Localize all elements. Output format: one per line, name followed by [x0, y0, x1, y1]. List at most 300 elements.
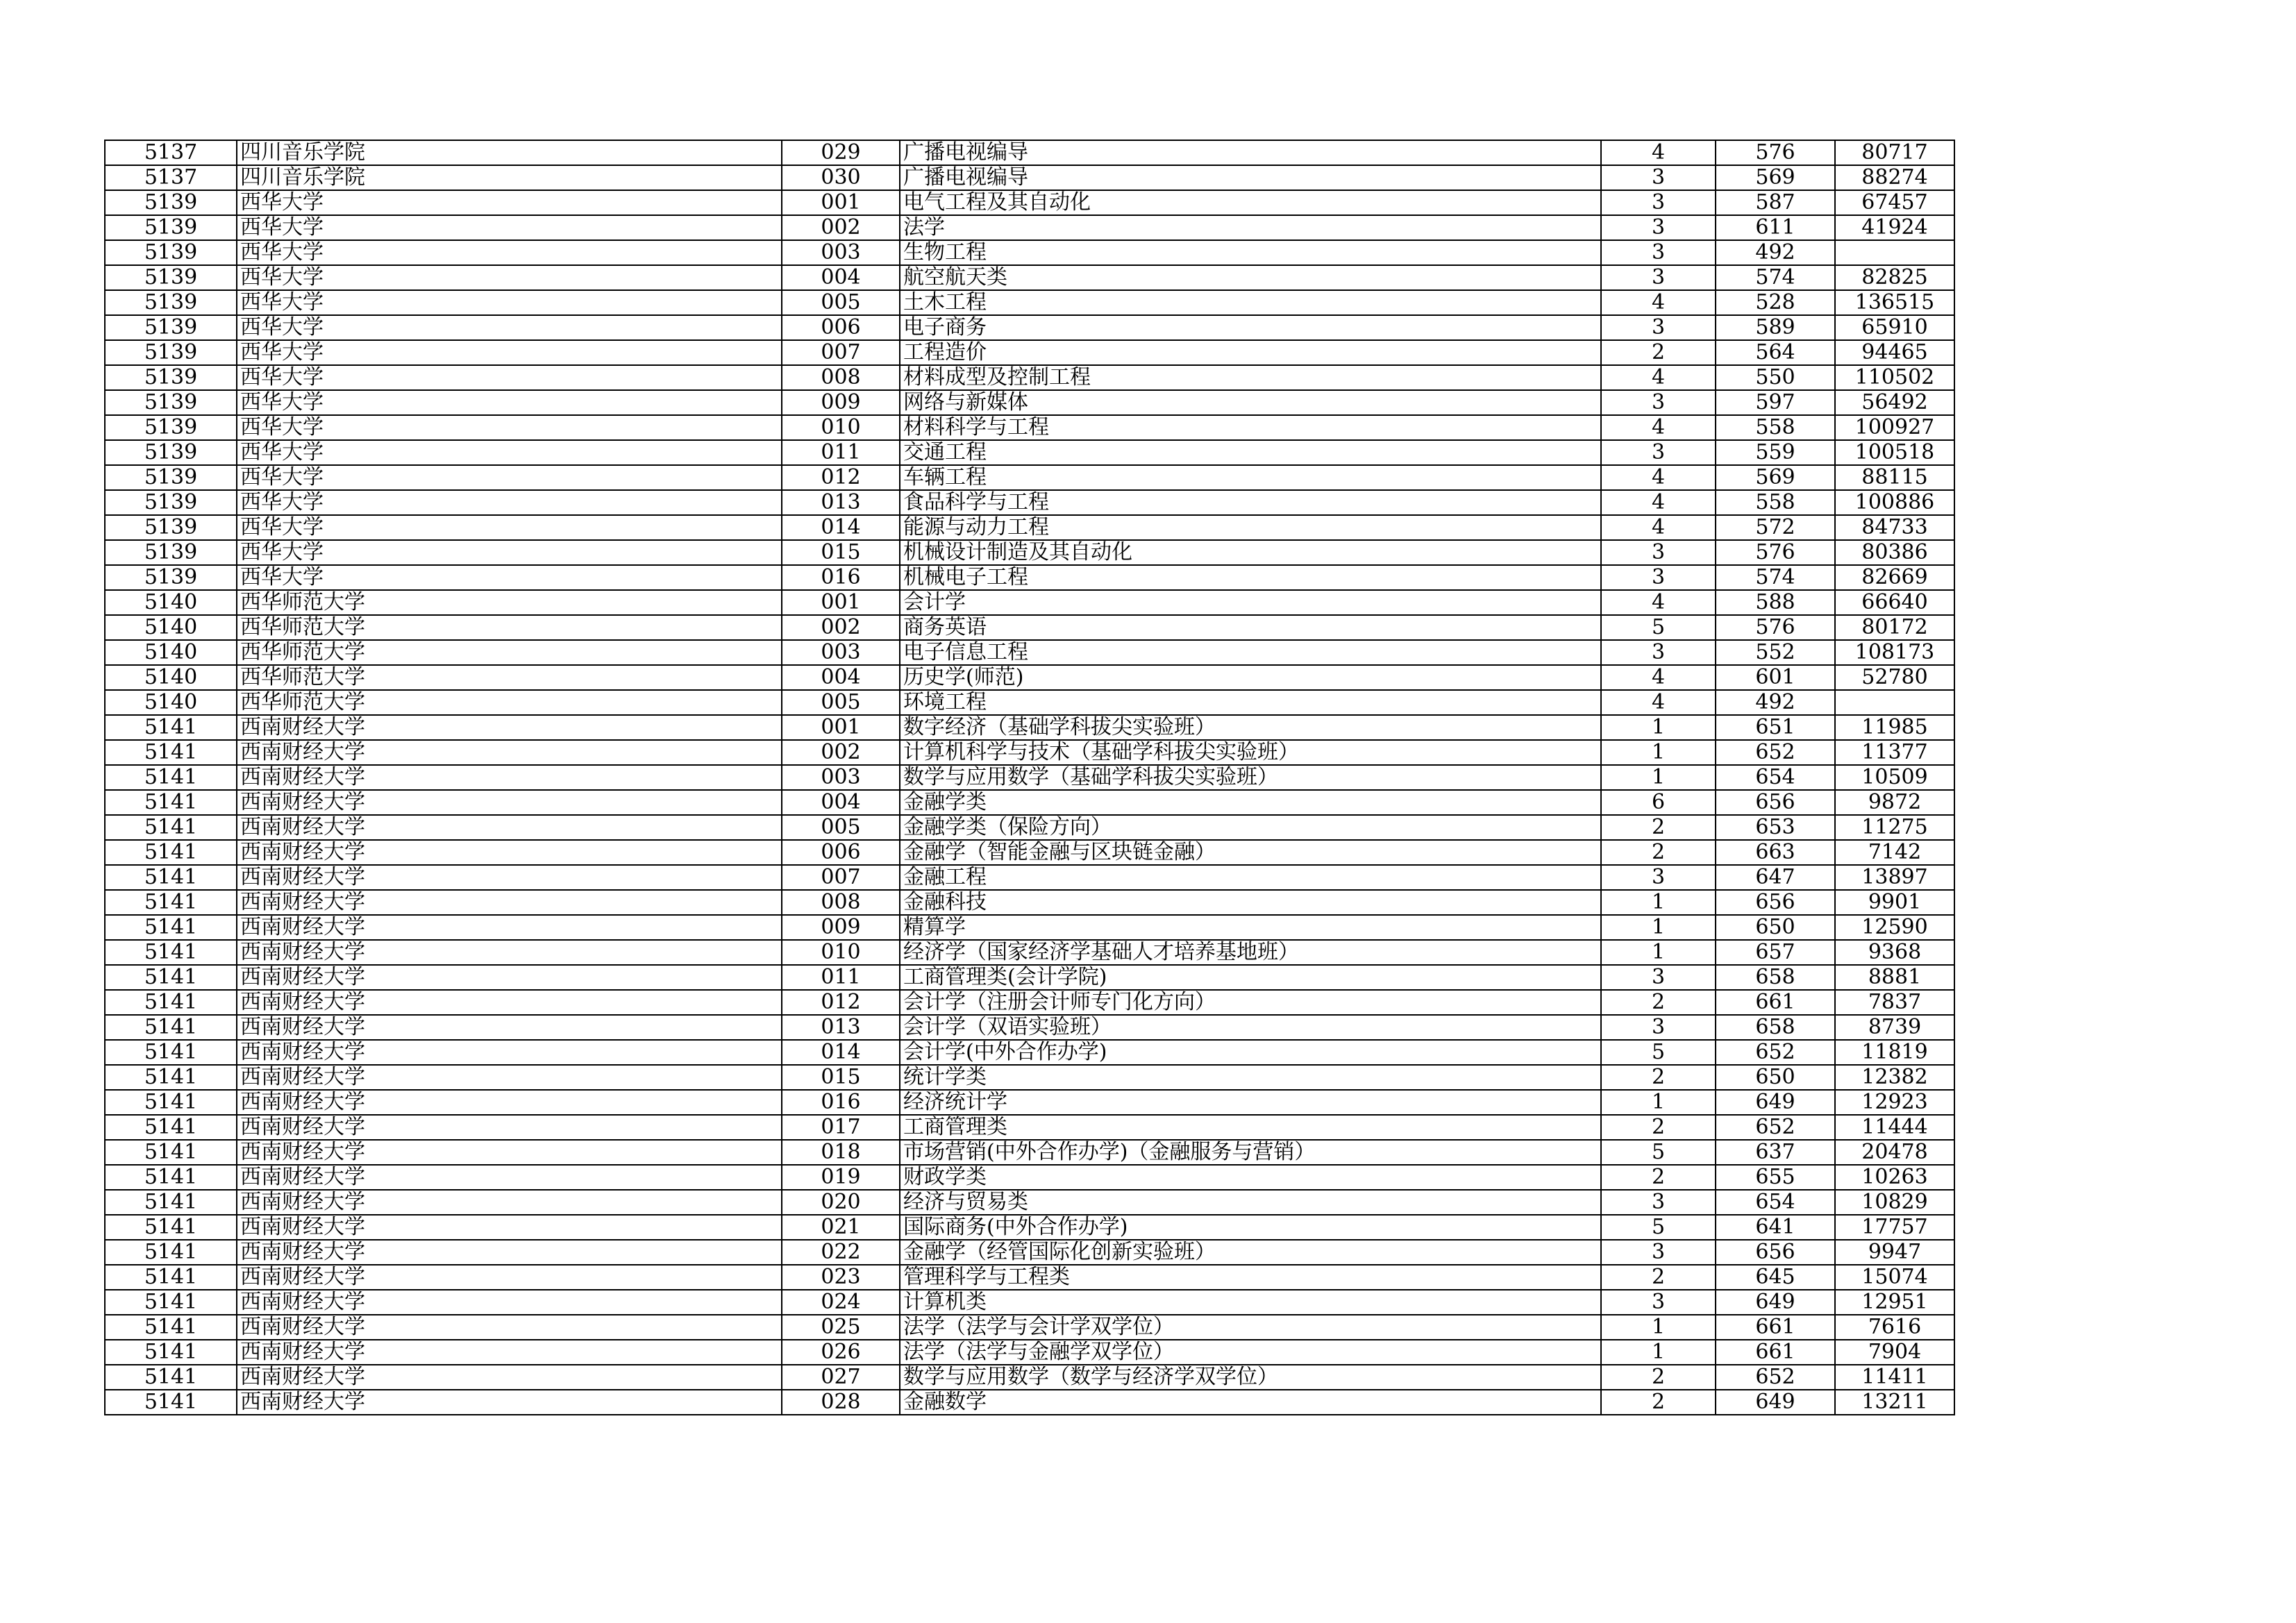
min-rank-cell: 11275	[1835, 815, 1954, 840]
admission-table-sheet	[104, 140, 1955, 1415]
major-code-cell: 009	[782, 390, 900, 415]
plan-count-cell: 2	[1601, 1265, 1716, 1290]
min-score-cell: 564	[1716, 340, 1835, 365]
min-rank-cell: 80717	[1835, 140, 1954, 165]
table-row	[105, 915, 1954, 940]
min-rank-cell: 20478	[1835, 1140, 1954, 1165]
min-score-cell: 657	[1716, 940, 1835, 965]
major-code-cell: 020	[782, 1190, 900, 1215]
table-row	[105, 640, 1954, 665]
min-score-cell: 649	[1716, 1090, 1835, 1115]
school-name-cell: 西华师范大学	[237, 590, 782, 615]
plan-count-cell: 1	[1601, 915, 1716, 940]
min-rank-cell: 7616	[1835, 1315, 1954, 1340]
table-row	[105, 1340, 1954, 1365]
school-name-cell: 西南财经大学	[237, 1390, 782, 1415]
min-rank-cell: 9872	[1835, 790, 1954, 815]
table-row	[105, 865, 1954, 890]
min-score-cell: 528	[1716, 290, 1835, 315]
min-rank-cell: 13897	[1835, 865, 1954, 890]
table-row	[105, 665, 1954, 690]
school-code-cell: 5139	[105, 290, 237, 315]
school-name-cell: 西华大学	[237, 540, 782, 565]
major-name-cell: 工商管理类(会计学院)	[900, 965, 1601, 990]
min-rank-cell: 9901	[1835, 890, 1954, 915]
school-code-cell: 5140	[105, 590, 237, 615]
major-name-cell: 工程造价	[900, 340, 1601, 365]
table-row	[105, 540, 1954, 565]
school-code-cell: 5139	[105, 315, 237, 340]
school-code-cell: 5140	[105, 615, 237, 640]
table-row	[105, 340, 1954, 365]
min-score-cell: 587	[1716, 190, 1835, 215]
min-score-cell: 661	[1716, 1340, 1835, 1365]
admission-table	[104, 140, 1955, 1415]
plan-count-cell: 4	[1601, 690, 1716, 715]
plan-count-cell: 1	[1601, 940, 1716, 965]
plan-count-cell: 3	[1601, 865, 1716, 890]
school-code-cell: 5141	[105, 765, 237, 790]
major-name-cell: 管理科学与工程类	[900, 1265, 1601, 1290]
min-rank-cell: 65910	[1835, 315, 1954, 340]
plan-count-cell: 3	[1601, 1015, 1716, 1040]
major-name-cell: 金融学（智能金融与区块链金融）	[900, 840, 1601, 865]
major-name-cell: 环境工程	[900, 690, 1601, 715]
major-code-cell: 006	[782, 315, 900, 340]
min-score-cell: 656	[1716, 890, 1835, 915]
school-name-cell: 西南财经大学	[237, 1290, 782, 1315]
school-name-cell: 西华师范大学	[237, 690, 782, 715]
min-rank-cell	[1835, 240, 1954, 265]
table-row	[105, 140, 1954, 165]
school-code-cell: 5141	[105, 1265, 237, 1290]
min-rank-cell: 88115	[1835, 465, 1954, 490]
school-name-cell: 西华大学	[237, 240, 782, 265]
table-row	[105, 1390, 1954, 1415]
table-row	[105, 690, 1954, 715]
major-code-cell: 002	[782, 215, 900, 240]
school-name-cell: 西南财经大学	[237, 1315, 782, 1340]
major-name-cell: 电子信息工程	[900, 640, 1601, 665]
school-name-cell: 西南财经大学	[237, 765, 782, 790]
school-code-cell: 5139	[105, 415, 237, 440]
school-name-cell: 西南财经大学	[237, 1190, 782, 1215]
plan-count-cell: 2	[1601, 990, 1716, 1015]
plan-count-cell: 2	[1601, 815, 1716, 840]
major-name-cell: 金融科技	[900, 890, 1601, 915]
table-row	[105, 890, 1954, 915]
min-rank-cell: 9368	[1835, 940, 1954, 965]
school-name-cell: 西南财经大学	[237, 1215, 782, 1240]
school-code-cell: 5141	[105, 1065, 237, 1090]
school-name-cell: 西华大学	[237, 415, 782, 440]
plan-count-cell: 5	[1601, 1215, 1716, 1240]
school-code-cell: 5141	[105, 715, 237, 740]
major-name-cell: 金融学类	[900, 790, 1601, 815]
major-code-cell: 010	[782, 940, 900, 965]
plan-count-cell: 3	[1601, 165, 1716, 190]
table-row	[105, 515, 1954, 540]
min-score-cell: 661	[1716, 990, 1835, 1015]
plan-count-cell: 4	[1601, 590, 1716, 615]
major-name-cell: 会计学(中外合作办学)	[900, 1040, 1601, 1065]
major-name-cell: 广播电视编导	[900, 140, 1601, 165]
major-code-cell: 003	[782, 765, 900, 790]
school-name-cell: 西南财经大学	[237, 790, 782, 815]
min-rank-cell: 11411	[1835, 1365, 1954, 1390]
major-code-cell: 008	[782, 890, 900, 915]
table-body	[105, 140, 1954, 1415]
school-code-cell: 5139	[105, 215, 237, 240]
school-name-cell: 西华大学	[237, 515, 782, 540]
school-code-cell: 5139	[105, 390, 237, 415]
school-name-cell: 西华师范大学	[237, 665, 782, 690]
major-code-cell: 023	[782, 1265, 900, 1290]
min-rank-cell: 100886	[1835, 490, 1954, 515]
table-row	[105, 490, 1954, 515]
school-code-cell: 5141	[105, 1040, 237, 1065]
min-score-cell: 569	[1716, 465, 1835, 490]
school-code-cell: 5139	[105, 540, 237, 565]
school-code-cell: 5141	[105, 1240, 237, 1265]
plan-count-cell: 3	[1601, 540, 1716, 565]
plan-count-cell: 5	[1601, 615, 1716, 640]
major-name-cell: 电气工程及其自动化	[900, 190, 1601, 215]
table-row	[105, 765, 1954, 790]
school-code-cell: 5141	[105, 1315, 237, 1340]
major-code-cell: 003	[782, 640, 900, 665]
major-code-cell: 017	[782, 1115, 900, 1140]
plan-count-cell: 5	[1601, 1140, 1716, 1165]
plan-count-cell: 3	[1601, 565, 1716, 590]
table-row	[105, 1115, 1954, 1140]
plan-count-cell: 1	[1601, 1090, 1716, 1115]
min-score-cell: 576	[1716, 540, 1835, 565]
school-name-cell: 西华大学	[237, 290, 782, 315]
school-code-cell: 5139	[105, 515, 237, 540]
min-score-cell: 654	[1716, 765, 1835, 790]
plan-count-cell: 1	[1601, 715, 1716, 740]
min-score-cell: 611	[1716, 215, 1835, 240]
school-name-cell: 西南财经大学	[237, 815, 782, 840]
plan-count-cell: 4	[1601, 365, 1716, 390]
min-score-cell: 655	[1716, 1165, 1835, 1190]
school-name-cell: 四川音乐学院	[237, 140, 782, 165]
min-rank-cell: 108173	[1835, 640, 1954, 665]
major-code-cell: 024	[782, 1290, 900, 1315]
min-score-cell: 656	[1716, 790, 1835, 815]
major-code-cell: 005	[782, 290, 900, 315]
major-name-cell: 食品科学与工程	[900, 490, 1601, 515]
table-row	[105, 465, 1954, 490]
school-code-cell: 5141	[105, 1290, 237, 1315]
major-code-cell: 006	[782, 840, 900, 865]
school-code-cell: 5141	[105, 1015, 237, 1040]
major-code-cell: 007	[782, 865, 900, 890]
min-rank-cell: 136515	[1835, 290, 1954, 315]
major-code-cell: 029	[782, 140, 900, 165]
major-code-cell: 013	[782, 1015, 900, 1040]
school-name-cell: 西南财经大学	[237, 965, 782, 990]
major-code-cell: 027	[782, 1365, 900, 1390]
min-score-cell: 576	[1716, 140, 1835, 165]
plan-count-cell: 1	[1601, 765, 1716, 790]
major-code-cell: 003	[782, 240, 900, 265]
min-score-cell: 654	[1716, 1190, 1835, 1215]
min-score-cell: 656	[1716, 1240, 1835, 1265]
min-score-cell: 650	[1716, 1065, 1835, 1090]
min-rank-cell: 80172	[1835, 615, 1954, 640]
major-name-cell: 机械电子工程	[900, 565, 1601, 590]
school-name-cell: 西南财经大学	[237, 1115, 782, 1140]
min-rank-cell: 80386	[1835, 540, 1954, 565]
table-row	[105, 590, 1954, 615]
major-name-cell: 精算学	[900, 915, 1601, 940]
table-row	[105, 1365, 1954, 1390]
plan-count-cell: 3	[1601, 965, 1716, 990]
major-name-cell: 历史学(师范)	[900, 665, 1601, 690]
major-code-cell: 018	[782, 1140, 900, 1165]
major-code-cell: 011	[782, 965, 900, 990]
min-score-cell: 492	[1716, 240, 1835, 265]
major-name-cell: 数学与应用数学（数学与经济学双学位）	[900, 1365, 1601, 1390]
min-rank-cell: 10509	[1835, 765, 1954, 790]
major-name-cell: 会计学（双语实验班）	[900, 1015, 1601, 1040]
plan-count-cell: 2	[1601, 840, 1716, 865]
plan-count-cell: 1	[1601, 1340, 1716, 1365]
school-name-cell: 西南财经大学	[237, 940, 782, 965]
min-score-cell: 588	[1716, 590, 1835, 615]
major-code-cell: 014	[782, 515, 900, 540]
school-name-cell: 西华大学	[237, 365, 782, 390]
major-code-cell: 004	[782, 790, 900, 815]
table-row	[105, 1290, 1954, 1315]
min-rank-cell: 10829	[1835, 1190, 1954, 1215]
major-name-cell: 计算机科学与技术（基础学科拔尖实验班）	[900, 740, 1601, 765]
major-name-cell: 生物工程	[900, 240, 1601, 265]
major-code-cell: 010	[782, 415, 900, 440]
table-row	[105, 840, 1954, 865]
min-rank-cell: 11377	[1835, 740, 1954, 765]
major-code-cell: 012	[782, 990, 900, 1015]
plan-count-cell: 3	[1601, 265, 1716, 290]
major-name-cell: 工商管理类	[900, 1115, 1601, 1140]
min-score-cell: 637	[1716, 1140, 1835, 1165]
min-score-cell: 558	[1716, 490, 1835, 515]
table-row	[105, 440, 1954, 465]
min-rank-cell: 15074	[1835, 1265, 1954, 1290]
table-row	[105, 740, 1954, 765]
plan-count-cell: 3	[1601, 240, 1716, 265]
school-code-cell: 5141	[105, 1340, 237, 1365]
major-name-cell: 数字经济（基础学科拔尖实验班）	[900, 715, 1601, 740]
min-rank-cell: 8739	[1835, 1015, 1954, 1040]
table-row	[105, 190, 1954, 215]
min-score-cell: 651	[1716, 715, 1835, 740]
major-name-cell: 电子商务	[900, 315, 1601, 340]
school-code-cell: 5141	[105, 1365, 237, 1390]
min-score-cell: 663	[1716, 840, 1835, 865]
table-row	[105, 1090, 1954, 1115]
plan-count-cell: 5	[1601, 1040, 1716, 1065]
school-name-cell: 西南财经大学	[237, 915, 782, 940]
school-name-cell: 西南财经大学	[237, 1165, 782, 1190]
major-code-cell: 001	[782, 190, 900, 215]
school-name-cell: 西南财经大学	[237, 1040, 782, 1065]
school-code-cell: 5137	[105, 165, 237, 190]
school-code-cell: 5141	[105, 990, 237, 1015]
min-score-cell: 559	[1716, 440, 1835, 465]
min-rank-cell: 88274	[1835, 165, 1954, 190]
school-code-cell: 5141	[105, 1190, 237, 1215]
major-name-cell: 能源与动力工程	[900, 515, 1601, 540]
school-name-cell: 西华大学	[237, 215, 782, 240]
school-name-cell: 四川音乐学院	[237, 165, 782, 190]
min-rank-cell: 12951	[1835, 1290, 1954, 1315]
plan-count-cell: 2	[1601, 1065, 1716, 1090]
table-row	[105, 165, 1954, 190]
plan-count-cell: 3	[1601, 640, 1716, 665]
table-row	[105, 1240, 1954, 1265]
table-row	[105, 1140, 1954, 1165]
table-row	[105, 615, 1954, 640]
min-rank-cell: 12590	[1835, 915, 1954, 940]
major-name-cell: 交通工程	[900, 440, 1601, 465]
school-name-cell: 西南财经大学	[237, 1365, 782, 1390]
school-code-cell: 5139	[105, 565, 237, 590]
major-code-cell: 025	[782, 1315, 900, 1340]
major-name-cell: 航空航天类	[900, 265, 1601, 290]
min-rank-cell: 52780	[1835, 665, 1954, 690]
major-name-cell: 广播电视编导	[900, 165, 1601, 190]
min-rank-cell: 9947	[1835, 1240, 1954, 1265]
school-code-cell: 5141	[105, 890, 237, 915]
major-code-cell: 016	[782, 1090, 900, 1115]
plan-count-cell: 4	[1601, 140, 1716, 165]
min-score-cell: 652	[1716, 1115, 1835, 1140]
major-code-cell: 011	[782, 440, 900, 465]
major-code-cell: 009	[782, 915, 900, 940]
min-rank-cell: 8881	[1835, 965, 1954, 990]
plan-count-cell: 1	[1601, 890, 1716, 915]
school-name-cell: 西南财经大学	[237, 1065, 782, 1090]
plan-count-cell: 2	[1601, 1115, 1716, 1140]
plan-count-cell: 4	[1601, 290, 1716, 315]
table-row	[105, 1015, 1954, 1040]
major-code-cell: 026	[782, 1340, 900, 1365]
major-code-cell: 004	[782, 265, 900, 290]
min-rank-cell: 7837	[1835, 990, 1954, 1015]
school-name-cell: 西南财经大学	[237, 1240, 782, 1265]
school-name-cell: 西华师范大学	[237, 615, 782, 640]
plan-count-cell: 3	[1601, 390, 1716, 415]
min-score-cell: 574	[1716, 265, 1835, 290]
major-name-cell: 金融数学	[900, 1390, 1601, 1415]
major-name-cell: 会计学	[900, 590, 1601, 615]
school-name-cell: 西华师范大学	[237, 640, 782, 665]
table-row	[105, 1040, 1954, 1065]
plan-count-cell: 2	[1601, 1390, 1716, 1415]
major-code-cell: 028	[782, 1390, 900, 1415]
school-name-cell: 西南财经大学	[237, 890, 782, 915]
min-rank-cell: 7904	[1835, 1340, 1954, 1365]
min-rank-cell	[1835, 690, 1954, 715]
major-code-cell: 015	[782, 1065, 900, 1090]
table-row	[105, 1165, 1954, 1190]
major-name-cell: 金融学类（保险方向）	[900, 815, 1601, 840]
major-code-cell: 001	[782, 715, 900, 740]
school-name-cell: 西南财经大学	[237, 715, 782, 740]
plan-count-cell: 4	[1601, 515, 1716, 540]
major-name-cell: 金融学（经管国际化创新实验班）	[900, 1240, 1601, 1265]
major-code-cell: 014	[782, 1040, 900, 1065]
school-name-cell: 西南财经大学	[237, 1265, 782, 1290]
major-name-cell: 法学（法学与会计学双学位）	[900, 1315, 1601, 1340]
major-name-cell: 商务英语	[900, 615, 1601, 640]
min-rank-cell: 94465	[1835, 340, 1954, 365]
plan-count-cell: 3	[1601, 1240, 1716, 1265]
school-name-cell: 西华大学	[237, 390, 782, 415]
school-name-cell: 西南财经大学	[237, 1090, 782, 1115]
min-score-cell: 492	[1716, 690, 1835, 715]
min-score-cell: 658	[1716, 1015, 1835, 1040]
min-rank-cell: 84733	[1835, 515, 1954, 540]
table-row	[105, 815, 1954, 840]
major-code-cell: 015	[782, 540, 900, 565]
school-name-cell: 西南财经大学	[237, 1015, 782, 1040]
major-code-cell: 030	[782, 165, 900, 190]
table-row	[105, 215, 1954, 240]
school-code-cell: 5139	[105, 490, 237, 515]
plan-count-cell: 2	[1601, 340, 1716, 365]
school-name-cell: 西南财经大学	[237, 1340, 782, 1365]
major-code-cell: 005	[782, 690, 900, 715]
min-score-cell: 558	[1716, 415, 1835, 440]
min-score-cell: 645	[1716, 1265, 1835, 1290]
major-code-cell: 008	[782, 365, 900, 390]
min-score-cell: 576	[1716, 615, 1835, 640]
school-code-cell: 5141	[105, 840, 237, 865]
min-rank-cell: 12382	[1835, 1065, 1954, 1090]
table-row	[105, 1215, 1954, 1240]
major-code-cell: 007	[782, 340, 900, 365]
table-row	[105, 940, 1954, 965]
plan-count-cell: 2	[1601, 1165, 1716, 1190]
major-name-cell: 法学	[900, 215, 1601, 240]
min-score-cell: 550	[1716, 365, 1835, 390]
school-code-cell: 5141	[105, 790, 237, 815]
min-score-cell: 652	[1716, 1040, 1835, 1065]
major-name-cell: 材料成型及控制工程	[900, 365, 1601, 390]
min-rank-cell: 100927	[1835, 415, 1954, 440]
table-row	[105, 315, 1954, 340]
major-name-cell: 经济统计学	[900, 1090, 1601, 1115]
table-row	[105, 715, 1954, 740]
min-rank-cell: 82825	[1835, 265, 1954, 290]
min-rank-cell: 10263	[1835, 1165, 1954, 1190]
table-row	[105, 290, 1954, 315]
min-rank-cell: 11819	[1835, 1040, 1954, 1065]
school-code-cell: 5139	[105, 465, 237, 490]
min-score-cell: 661	[1716, 1315, 1835, 1340]
school-code-cell: 5139	[105, 340, 237, 365]
school-code-cell: 5141	[105, 1165, 237, 1190]
plan-count-cell: 3	[1601, 315, 1716, 340]
school-code-cell: 5141	[105, 940, 237, 965]
min-score-cell: 649	[1716, 1390, 1835, 1415]
min-score-cell: 652	[1716, 1365, 1835, 1390]
school-code-cell: 5139	[105, 265, 237, 290]
